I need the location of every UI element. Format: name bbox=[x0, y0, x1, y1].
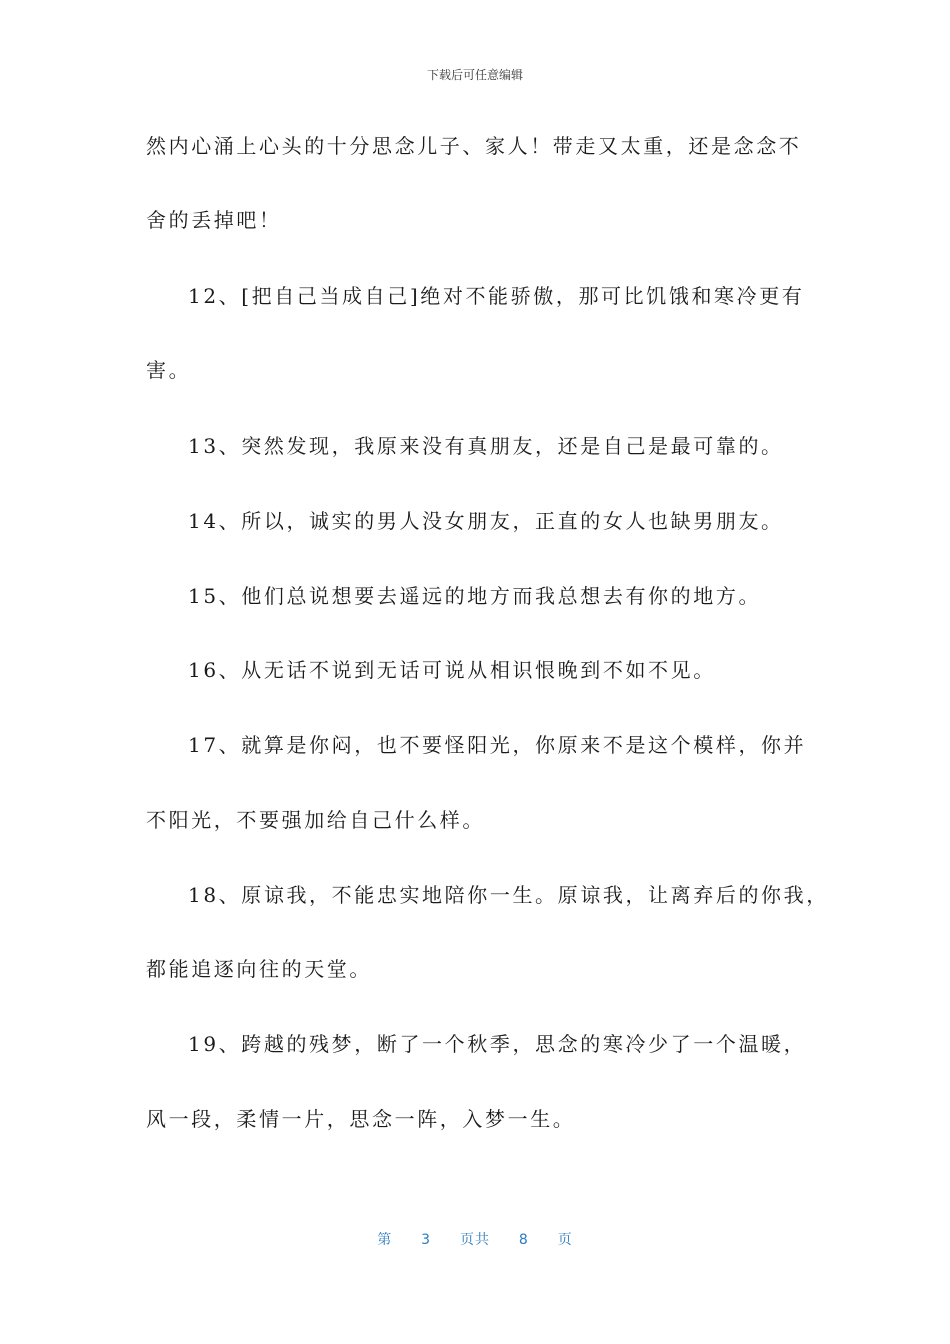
text-line: 15、他们总说想要去遥远的地方而我总想去有你的地方。 bbox=[188, 584, 762, 608]
total-pages-number: 8 bbox=[518, 1232, 529, 1248]
page-label-middle: 页共 bbox=[460, 1232, 490, 1248]
text-line: 13、突然发现，我原来没有真朋友，还是自己是最可靠的。 bbox=[188, 434, 784, 458]
page-label-suffix: 页 bbox=[557, 1232, 573, 1248]
text-line: 12、[把自己当成自己]绝对不能骄傲，那可比饥饿和寒冷更有 bbox=[188, 284, 805, 308]
text-line: 都能追逐向往的天堂。 bbox=[146, 957, 372, 981]
text-line: 舍的丢掉吧！ bbox=[146, 208, 282, 232]
text-line: 19、跨越的残梦，断了一个秋季，思念的寒冷少了一个温暖， bbox=[188, 1032, 807, 1056]
page-header: 下载后可任意编辑 bbox=[426, 68, 523, 82]
text-line: 16、从无话不说到无话可说从相识恨晚到不如不见。 bbox=[188, 658, 716, 682]
current-page-number: 3 bbox=[421, 1232, 432, 1248]
text-line: 不阳光，不要强加给自己什么样。 bbox=[146, 808, 485, 832]
text-line: 14、所以，诚实的男人没女朋友，正直的女人也缺男朋友。 bbox=[188, 509, 784, 533]
text-line: 18、原谅我，不能忠实地陪你一生。原谅我，让离弃后的你我， bbox=[188, 883, 829, 907]
page-footer bbox=[0, 1230, 950, 1250]
text-line: 然内心涌上心头的十分思念儿子、家人！带走又太重，还是念念不 bbox=[146, 134, 802, 158]
text-line: 风一段，柔情一片，思念一阵，入梦一生。 bbox=[146, 1107, 576, 1131]
text-line: 害。 bbox=[146, 358, 192, 382]
page-label-prefix: 第 bbox=[377, 1232, 393, 1248]
text-line: 17、就算是你闷，也不要怪阳光，你原来不是这个模样，你并 bbox=[188, 733, 807, 757]
